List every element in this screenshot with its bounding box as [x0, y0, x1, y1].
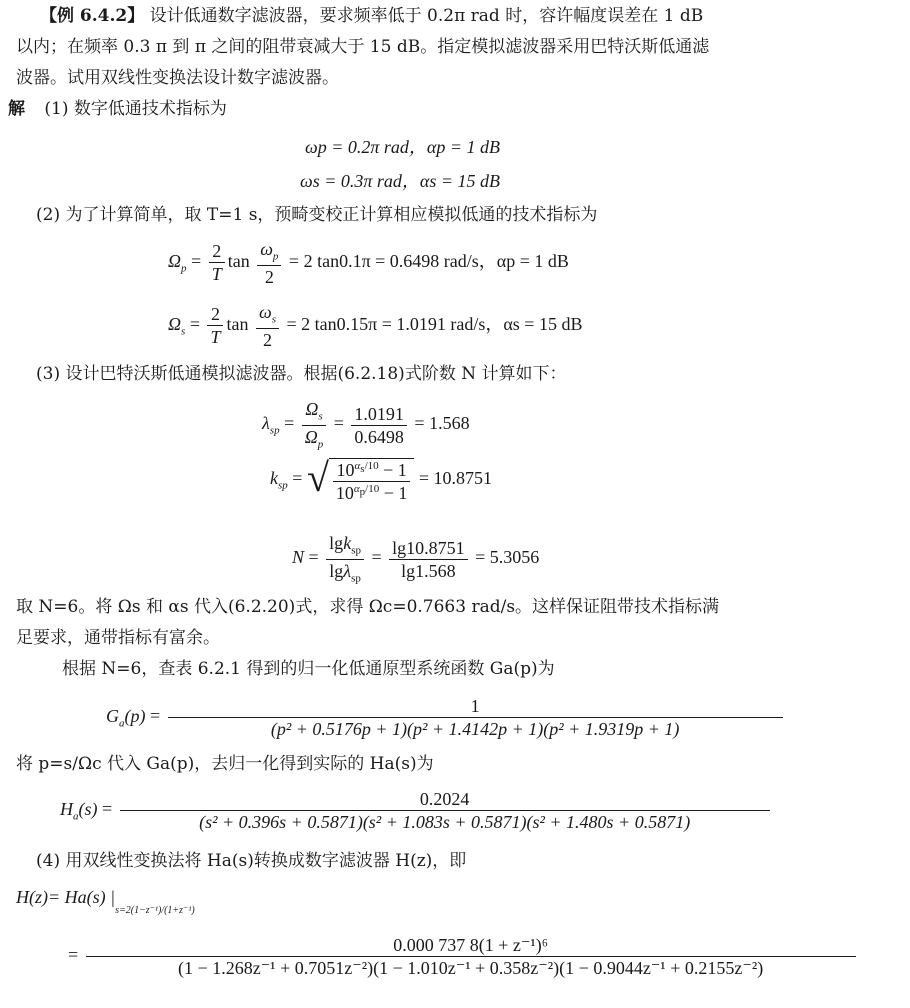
paragraph-prototype: 根据 N=6，查表 6.2.1 得到的归一化低通原型系统函数 Ga(p)为	[62, 659, 555, 679]
lambda-numerator: 1.0191	[354, 403, 404, 424]
step-1-text: (1) 数字低通技术指标为	[44, 99, 227, 119]
problem-line-2: 以内；在频率 0.3 π 到 π 之间的阻带衰减大于 15 dB。指定模拟滤波器采用巴特沃斯低通滤	[16, 37, 710, 57]
equation-Omega-p: $\Omega_p$ = $\frac{2}{T}$ tan $\frac{\omega_p}{2}$ = 2 tan0.1π = 0.6498 rad/s，αp = 1 dB	[168, 239, 569, 287]
N-value: = 5.3056	[475, 547, 540, 568]
equation-lambda-sp: $\lambda_{sp}$ = $\frac{\Omega_s}{\Omega_p}$ = $\frac{1.0191}{0.6498}$ = 1.568	[262, 399, 470, 451]
N-denominator: lg1.568	[401, 560, 456, 581]
lambda-value: = 1.568	[414, 413, 470, 434]
equation-omega-s: ωs = 0.3π rad，αs = 15 dB	[300, 171, 500, 191]
problem-line-1	[40, 8, 703, 25]
N-numerator: lg10.8751	[392, 537, 465, 558]
equation-Ha: $H_a(s)$ = 0.2024 (s² + 0.396s + 0.5871)(s² + 1.083s + 0.5871)(s² + 1.480s + 0.5871)	[60, 790, 773, 831]
Ga-numerator: 1	[470, 696, 480, 716]
equation-Hz-result: = 0.000 737 8(1 + z⁻¹)⁶ (1 − 1.268z⁻¹ + 0.7051z⁻²)(1 − 1.010z⁻¹ + 0.358z⁻²)(1 − 0.9044z⁻¹ + 0.2155z⁻²)	[68, 936, 859, 977]
Hz-denominator: (1 − 1.268z⁻¹ + 0.7051z⁻²)(1 − 1.010z⁻¹ + 0.358z⁻²)(1 − 0.9044z⁻¹ + 0.2155z⁻²)	[178, 958, 764, 978]
lambda-denominator: 0.6498	[354, 426, 404, 447]
solution-step-1	[8, 101, 227, 118]
paragraph-N6-line-1: 取 N=6。将 Ωs 和 αs 代入(6.2.20)式，求得 Ωc=0.7663 rad/s。这样保证阻带技术指标满	[16, 597, 720, 617]
problem-line-3: 波器。试用双线性变换法设计数字滤波器。	[16, 68, 339, 88]
equation-omega-p: ωp = 0.2π rad，αp = 1 dB	[305, 137, 500, 157]
k-value: = 10.8751	[418, 468, 493, 489]
Hz-lhs: H(z)= Ha(s) |	[16, 887, 116, 907]
solution-step-3: (3) 设计巴特沃斯低通模拟滤波器。根据(6.2.18)式阶数 N 计算如下：	[36, 364, 567, 384]
Ha-denominator: (s² + 0.396s + 0.5871)(s² + 1.083s + 0.5871)(s² + 1.480s + 0.5871)	[199, 812, 691, 832]
Ga-denominator: (p² + 0.5176p + 1)(p² + 1.4142p + 1)(p² + 1.9319p + 1)	[270, 719, 680, 739]
equation-Ga: $G_a(p)$ = $\frac{1}{\text{(p² + 0.5176p + 1)(p² + 1.4142p + 1)(p² + 1.9319p + 1)}}$	[106, 697, 786, 738]
Omega-s-rhs: = 2 tan0.15π = 1.0191 rad/s，αs = 15 dB	[286, 313, 583, 334]
equation-Omega-s: $\Omega_s$ = $\frac{2}{T}$ tan $\frac{\omega_s}{2}$ = 2 tan0.15π = 1.0191 rad/s，αs = 15 dB	[168, 302, 583, 350]
Omega-p-rhs: = 2 tan0.1π = 0.6498 rad/s，αp = 1 dB	[288, 250, 569, 271]
equation-k-sp: $k_{sp}$ = √ $\frac{10^{\alpha_s/10} - 1}{10^{\alpha_p/10} - 1}$ = 10.8751	[270, 455, 493, 503]
Hz-numerator: 0.000 737 8(1 + z⁻¹)⁶	[393, 935, 549, 955]
paragraph-denormalize: 将 p=s/Ωc 代入 Ga(p)，去归一化得到实际的 Ha(s)为	[16, 754, 434, 774]
solution-step-2: (2) 为了计算简单，取 T=1 s，预畸变校正计算相应模拟低通的技术指标为	[36, 205, 598, 225]
equation-Hz-substitution	[16, 888, 195, 916]
solution-step-4: (4) 用双线性变换法将 Ha(s)转换成数字滤波器 H(z)，即	[36, 851, 467, 871]
Ha-numerator: 0.2024	[419, 789, 470, 809]
example-tag: 【例 6.4.2】	[40, 6, 145, 26]
Hz-substitution-rule: s=2(1−z⁻¹)/(1+z⁻¹)	[115, 905, 195, 916]
problem-text-1: 设计低通数字滤波器，要求频率低于 0.2π rad 时，容许幅度误差在 1 dB	[149, 6, 704, 26]
equation-order-N: N = $\frac{\lg k_{sp}}{\lg\lambda_{sp}}$ = $\frac{\lg 10.8751}{\lg 1.568}$ = 5.3056	[292, 533, 540, 585]
paragraph-N6-line-2: 足要求，通带指标有富余。	[16, 628, 220, 648]
solution-label: 解	[8, 99, 25, 119]
